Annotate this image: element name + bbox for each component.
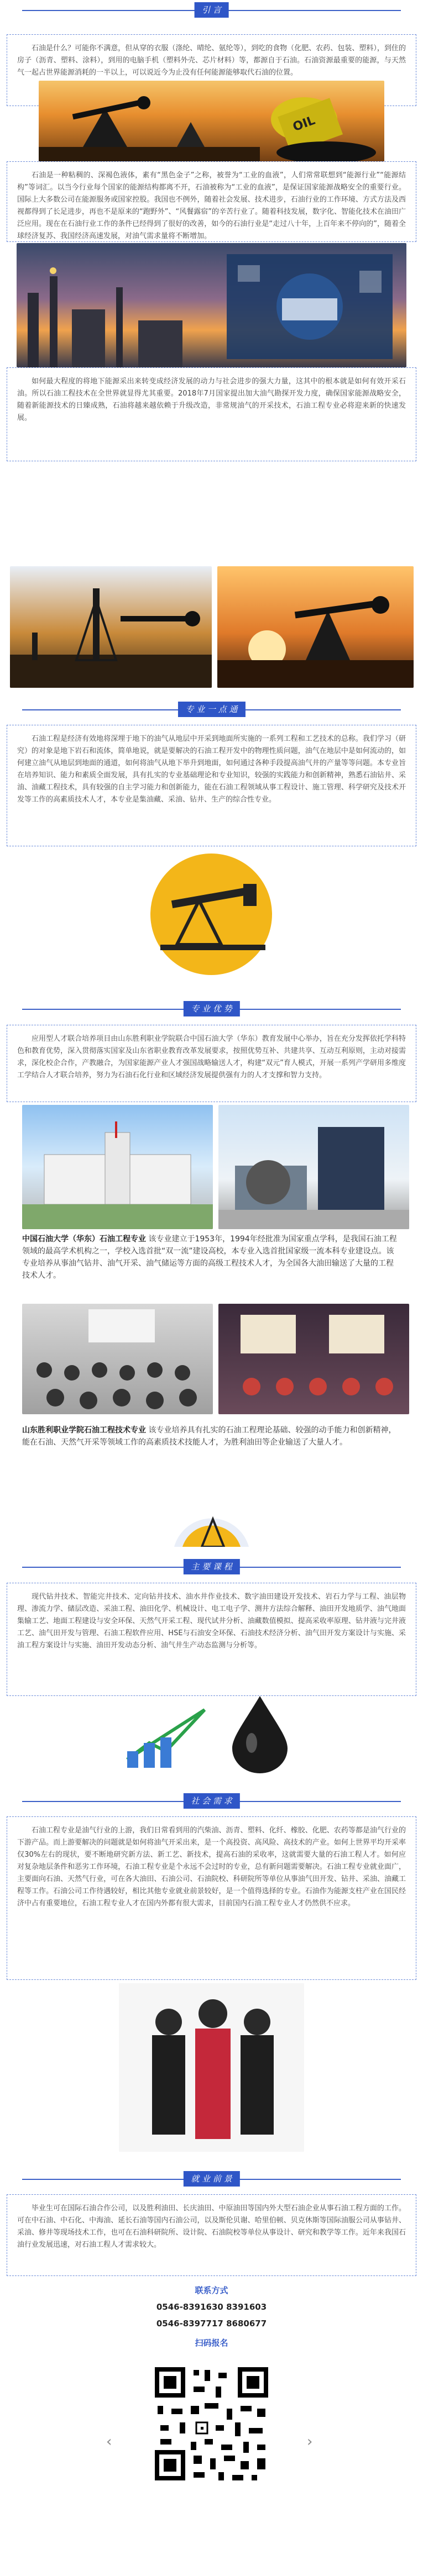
pumpjack-badge-illustration	[152, 1486, 271, 1547]
contact-phone-1: 0546-8391630 8391603	[156, 2302, 267, 2312]
contact-phone-2: 0546-8397717 8680677	[156, 2319, 267, 2329]
advantage-section	[0, 1001, 423, 1016]
qr-code-illustration	[149, 2362, 274, 2486]
growth-chart-image	[122, 1699, 210, 1771]
upc-campus-image	[22, 1105, 213, 1229]
sdslvc-caption-text: 该专业培养具有扎实的石油工程理论基础、较强的动手能力和创新精神，能在石油、天然气开采等领域工作的高素质技术技能人才，为胜利油田等企业输送了大量人才。	[22, 1426, 396, 1447]
courses-header-label: 主 要 课 程	[183, 1559, 239, 1574]
contact-title: 联系方式	[195, 2285, 228, 2295]
lecture-hall-illustration	[22, 1304, 213, 1414]
demand-section	[0, 1793, 423, 1809]
intro-paragraph-2: 石油是一种粘稠的、深褐色液体，素有“黑色金子”之称，被誉为“工业的血液”，人们常常联想到“能源行业”“能源结构”等词汇。以当今行业每个国家的能源结构都离不开，石油被称为“工业的血液”，是保证国家能源战略安全的重要行业。国际上大多数公司在能源服务或国家控股。我国也不例外，随着社会发展、技术进步，石油行业的工作环境、方式方法及西视都得到了长足进步，再也不是原来的“跑野外”、“风餐露宿”的辛苦行业了。随着科技发展，数字化、智能化技术在油田广泛应用。现在在石油行业工作的条件已经得到了很好的改善，如今的石油行业是“走过八十年，上百年来不停向的”，随着全球经济复苏、我国经济高速发展，对油气需求量将不断增加。	[7, 161, 416, 242]
pumpjack-badge-icon	[152, 1486, 271, 1547]
advantage-paragraph: 应用型人才联合培养项目由山东胜利职业学院联合中国石油大学（华东）教育发展中心举办，旨在充分发挥依托学科特色和教育优势，深入贯彻落实国家及山东省职业教育改革发展要求，按照优势互补、共建共享、互动互利原则，主动对接需求，深化校企合作，产教融合，为国家能源产业人才强国战略输送人才，构建“双元”育人模式，开展一系列产学研用多维度工学结合人才联合培养，努力为石油石化行业和区域经济发展提供强有力的人才支撑和智力支持。	[7, 1025, 416, 1102]
classroom-illustration	[218, 1304, 409, 1414]
courses-section	[0, 1559, 423, 1574]
qr-title: 扫码报名	[195, 2338, 228, 2348]
employment-paragraph: 毕业生可在国际石油合作公司，以及胜利油田、长庆油田、中原油田等国内外大型石油企业从事石油工程方面的工作。可在中石油、中石化、中海油、延长石油等国内石油公司，以及斯伦贝谢、哈里伯顿、贝克休斯等国际油服公司从事钻井、采油、修井等现场技术工作，也可在石油科研院所、设计院、石油院校等单位从事设计、研究和教学等工作。近年来我国石油行业发展迅速，对石油工程人才需求较大。	[7, 2194, 416, 2276]
pumpjack-barrel-image	[39, 81, 384, 165]
sunset-pumpjack-image	[10, 566, 212, 688]
employment-header	[0, 2171, 423, 2187]
upc-caption-text: 该专业建立于1953年，1994年经批准为国家重点学科，是我国石油工程领域的最高学术机构之一，学校入选首批“双一流”建设高校，本专业入选首批国家级一流本科专业建设点。该专业培养从事油气钻井、油气开采、油气储运等方面的高级工程技术人才，为全国各大油田输送了大量的工程技术人才。	[22, 1235, 397, 1280]
intro-header-label: 引 言	[194, 2, 229, 18]
pumpjack-circle-illustration	[138, 851, 285, 978]
courses-header	[0, 1559, 423, 1574]
sdslvc-caption-title: 山东胜利职业学院石油工程技术专业	[22, 1426, 146, 1435]
dusk-pumpjack-image	[217, 566, 414, 688]
employment-header-label: 就 业 前 景	[183, 2171, 239, 2187]
qr-prev-icon[interactable]: ‹	[106, 2433, 112, 2450]
lecture-hall-image	[22, 1304, 213, 1414]
demand-header-label: 社 会 需 求	[183, 1793, 239, 1809]
business-people-illustration	[119, 1983, 304, 2152]
advantage-header	[0, 1001, 423, 1016]
courses-paragraph: 现代钻井技术、智能完井技术、定向钻井技术、油水井作业技术、数字油田建设开发技术、岩石力学与工程、油层物理、渗流力学、储层改造、采油工程、油田化学、机械设计、电工电子学、测井方法综合解释、油田开发地质学、油气地面集输工艺、地面工程建设与安全环保、天然气开采工程、现代试井分析、油藏数值模拟、提高采收率原理、钻井液与完井液工艺、油气田开发与管理、石油工程软件应用、HSE与石油安全环保、石油技术经济分析、油气田开发方案设计与实施、采油工程方案设计与实施、油田开发动态分析、油气井生产动态监测与分析等。	[7, 1583, 416, 1696]
growth-chart-illustration	[122, 1699, 210, 1771]
intro-header	[0, 2, 423, 18]
professional-header	[0, 702, 423, 717]
intro-paragraph-1: 石油是什么？可能你不满意，但从穿的衣服（涤纶、晴纶、氨纶等），到吃的食物（化肥、农药、包装、塑料），到住的房子（沥青、塑料、涂料），到用的电脑手机（塑料外壳、芯片材料）等，都源自于石油。石油资源最重要的能源，与天然气一起占世界能源消耗的一半以上，可以说近今为止没有任何能源能够取代石油的位置。	[7, 34, 416, 106]
sdslvc-caption	[22, 1424, 401, 1448]
pumpjack-barrel-illustration	[39, 81, 384, 165]
classroom-image	[218, 1304, 409, 1414]
oil-drop-illustration	[218, 1690, 301, 1773]
sdslvc-campus-illustration	[218, 1105, 409, 1229]
professional-paragraph: 石油工程是经济有效地将深埋于地下的油气从地层中开采到地面所实施的一系列工程和工艺技术的总称。我们学习（研究）的对象是地下岩石和流体，简单地说，就是要解决的石油工程开发中的物理性质问题，油气在地层中是如何流动的，如何建立油气从地层到地面的通道，如何将油气从地下举升到地面，如何通过各种手段提高油气井的产量等等问题。本专业旨在培养知识、能力和素质全面发展，具有扎实的专业基础理论和专业知识，较强的实践能力和创新精神，熟悉石油钻井、采油、油藏工程技术，具有较强的自主学习能力和创新能力，能在石油工程领域从事工程设计、施工管理、科学研究及技术开发等工作的高素质技术人才，本专业是集油藏、采油、钻井、生产的综合性专业。	[7, 725, 416, 846]
intro-paragraph-3: 如何最大程度的将地下能源采出来转变成经济发展的动力与社会进步的强大力量，这其中的根本就是如何有效开采石油。所以石油工程技术在全世界就显得尤其重要。2018年7月国家提出加大油气勘探开发力度，确保国家能源战略安全，随着新能源技术的日臻成熟，石油将越来越依赖于升级改造，非常规油气的开采技术，石油工程专业必将迎来新的快速发展。	[7, 367, 416, 461]
demand-paragraph: 石油工程专业是油气行业的上游，我们日常看到用的汽柴油、沥青、塑料、化纤、橡胶、化肥、农药等都是油气行业的下游产品。而上游要解决的问题就是如何将油气开采出来，是一个高投资、高风险、高技术的产业。如何上世界平均开采率仅30%左右的现状，要不断地研究新方法、新工艺、新技术，提高石油的采收率，这就需要大量的石油工程人才。如何应对复杂地层条件和恶劣工作环境，石油工程专业是个永远不会过时的专业，总有新问题需要解决。石油工程专业就业面广，主要面向石油、天然气行业，可在各大油田、石油公司、石油院校、科研院所等单位从事油气田开发、钻井、采油、油藏工程等工作。石油公司工作待遇较好，相比其他专业就业前景较好，是一个值得选择的专业。石油作为能源支柱产业在国民经济中占有重要地位，石油工程专业人才在国内外都有很大需求，目前国内石油工程专业人才仍然供不应求。	[7, 1816, 416, 1980]
sunset-pumpjack-illustration	[10, 566, 212, 688]
refinery-illustration	[17, 243, 406, 367]
qr-code-image[interactable]	[149, 2362, 274, 2486]
professional-section	[0, 702, 423, 717]
sdslvc-campus-image	[218, 1105, 409, 1229]
professional-header-label: 专 业 一 点 通	[177, 702, 245, 717]
advantage-header-label: 专 业 优 势	[183, 1001, 239, 1016]
svg-text:OIL: OIL	[291, 113, 317, 135]
business-people-image	[119, 1983, 304, 2152]
oil-drop-image	[218, 1690, 301, 1773]
upc-campus-illustration	[22, 1105, 213, 1229]
upc-caption-title: 中国石油大学（华东）石油工程专业	[22, 1235, 146, 1244]
demand-header	[0, 1793, 423, 1809]
intro-section	[0, 2, 423, 18]
employment-section	[0, 2171, 423, 2187]
pumpjack-circle-icon	[138, 851, 285, 978]
qr-next-icon[interactable]: ›	[307, 2433, 313, 2450]
upc-caption	[22, 1233, 401, 1282]
refinery-image	[17, 243, 406, 367]
dusk-pumpjack-illustration	[217, 566, 414, 688]
